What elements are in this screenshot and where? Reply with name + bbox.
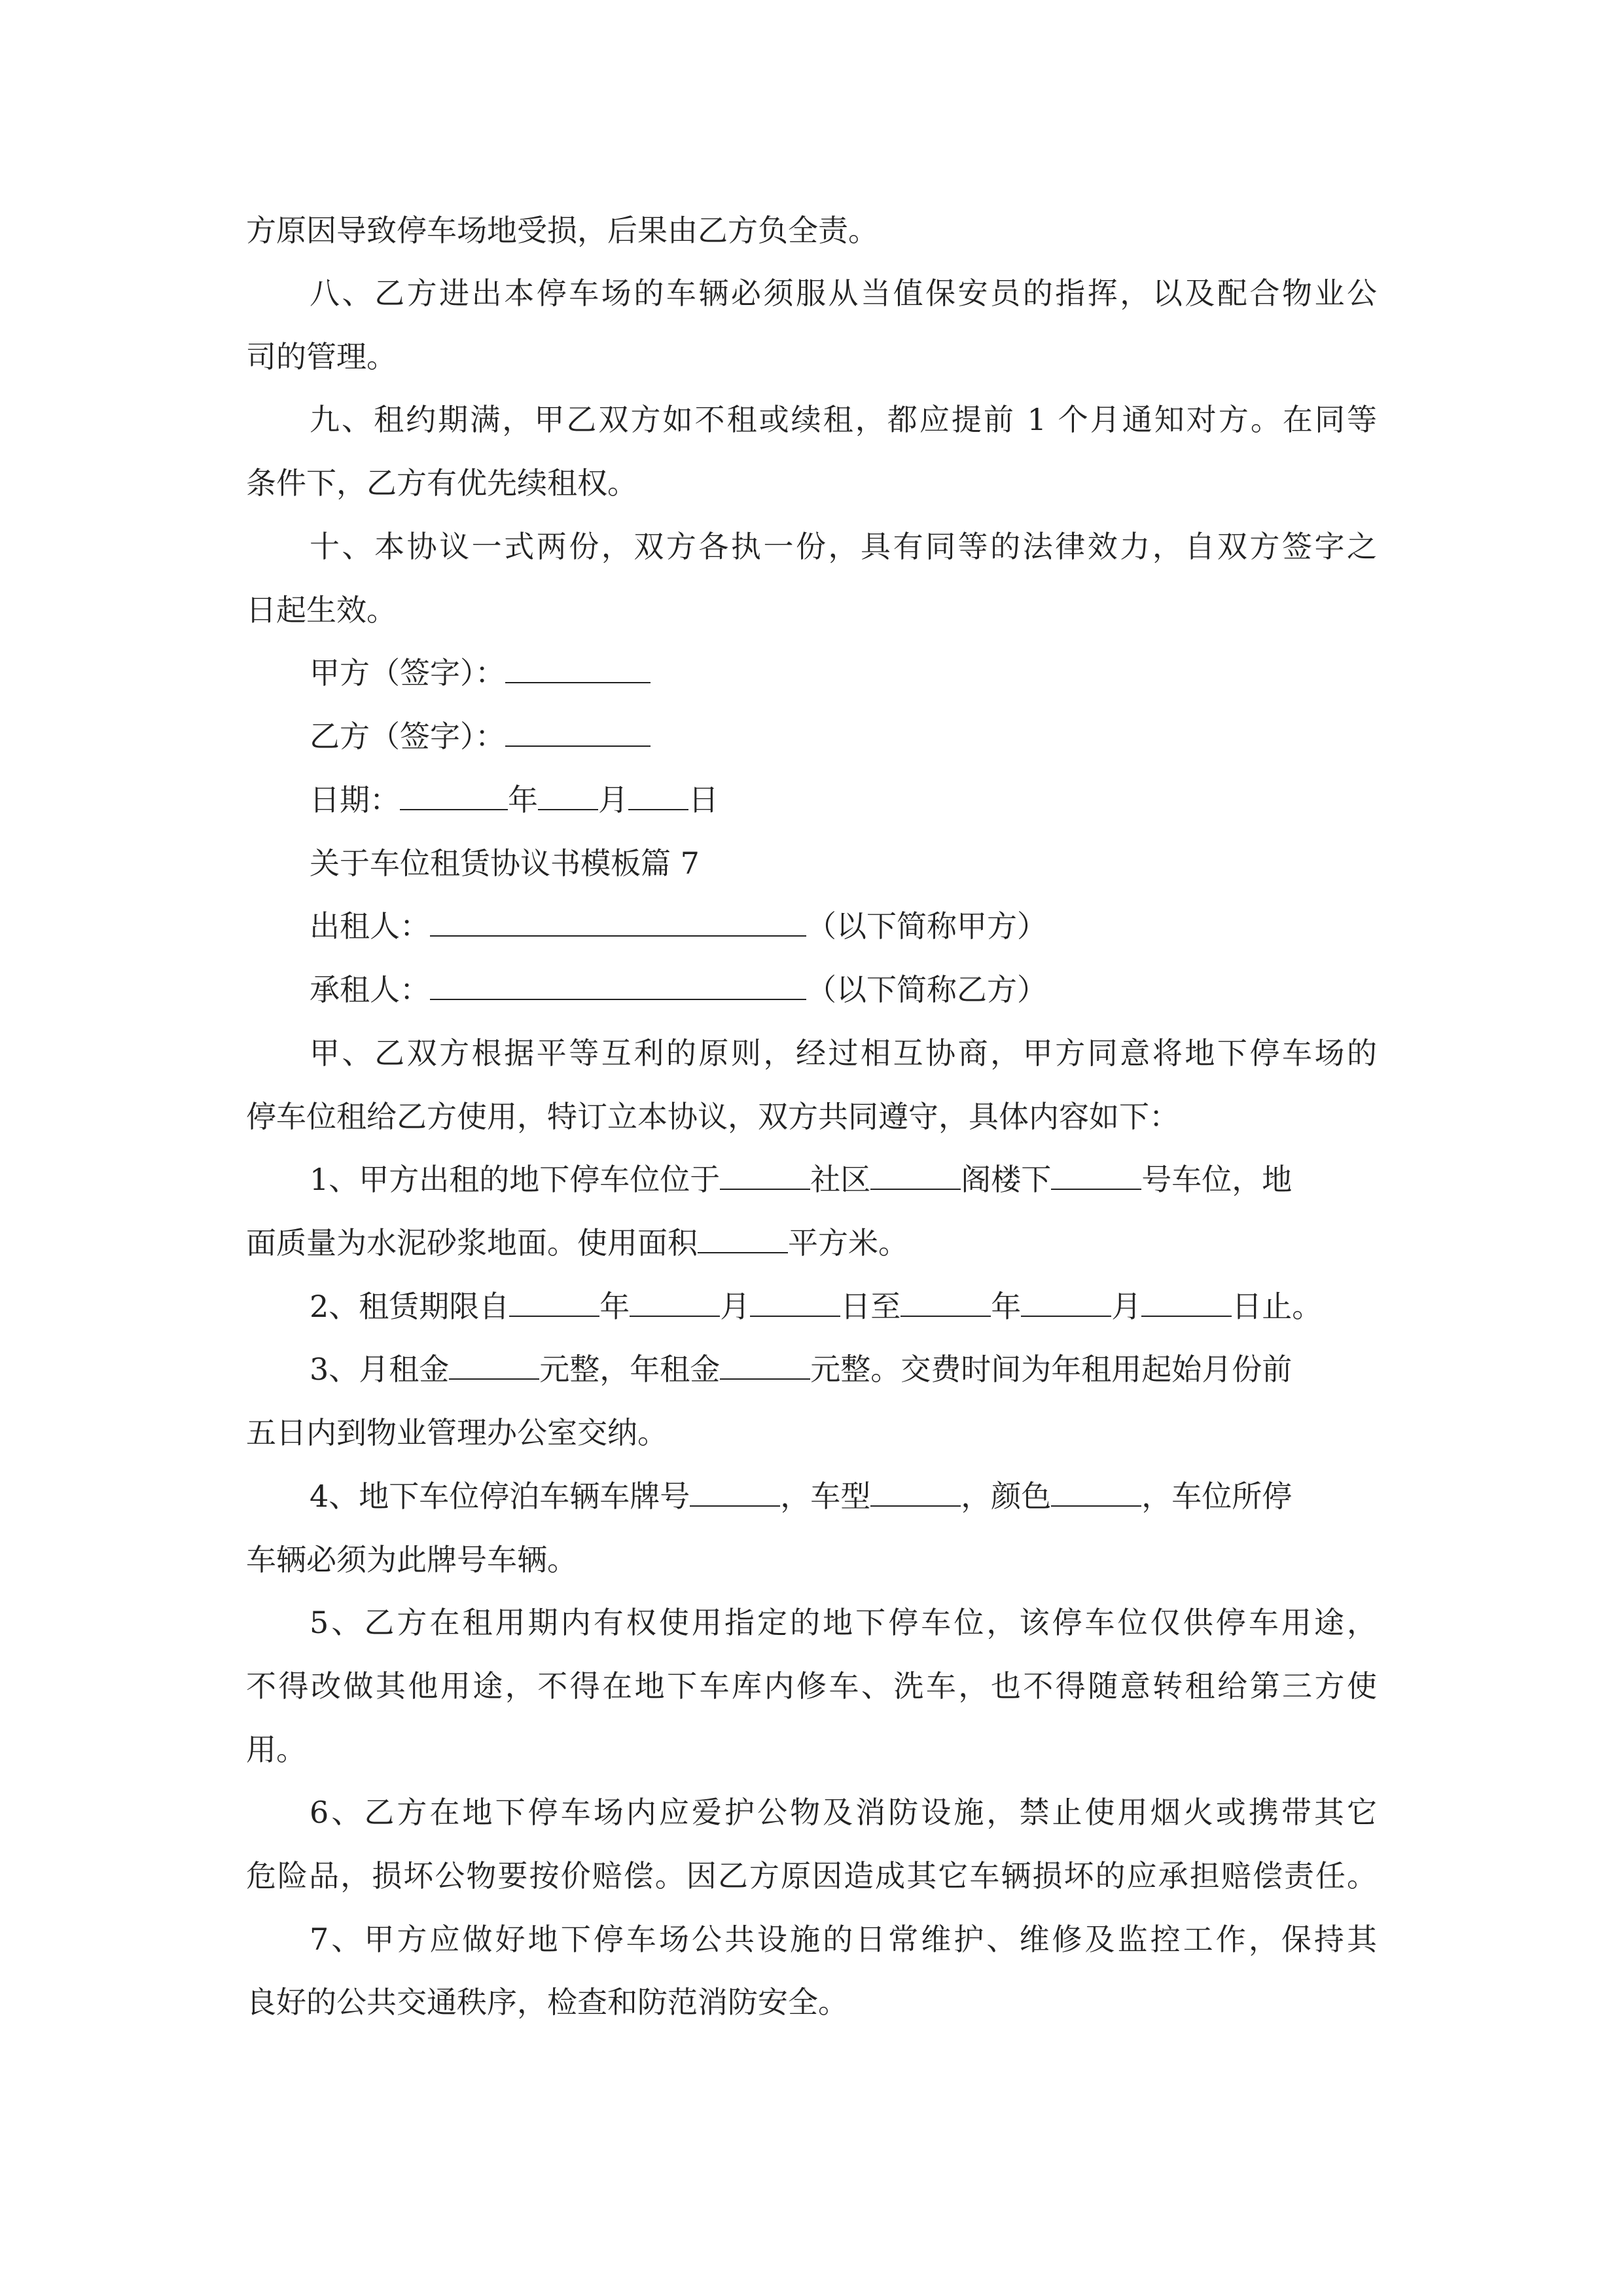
space-number-blank	[1051, 1160, 1141, 1190]
item-4-color-label: ，颜色	[961, 1479, 1052, 1514]
item-7-line-1: 7、甲方应做好地下停车场公共设施的日常维护、维修及监控工作，保持其	[310, 1922, 1377, 1957]
item-5-line-1: 5、乙方在租用期内有权使用指定的地下停车位，该停车位仅供停车用途，	[310, 1605, 1377, 1640]
item-1-line-1	[310, 1160, 1292, 1199]
item-2-year-2: 年	[991, 1289, 1022, 1324]
item-3-line-1	[310, 1350, 1292, 1389]
item-7-line-2: 良好的公共交通秩序，检查和防范消防安全。	[246, 1984, 848, 2020]
lessor-note: （以下简称甲方）	[806, 908, 1047, 944]
party-b-signature-label: 乙方（签字）：	[310, 719, 505, 754]
item-5-line-3: 用。	[246, 1732, 306, 1767]
section-title: 关于车位租赁协议书模板篇 7	[310, 846, 700, 881]
start-day-blank	[750, 1287, 840, 1317]
party-a-signature-line	[310, 653, 651, 692]
item-4-model-label: ，车型	[780, 1479, 871, 1514]
lessee-name-blank	[430, 970, 806, 1000]
lessee-note: （以下简称乙方）	[806, 972, 1047, 1007]
item-1-community: 社区	[810, 1162, 871, 1197]
item-2-prefix: 2、租赁期限自	[310, 1289, 510, 1324]
date-day-label: 日	[688, 782, 719, 817]
item-4-line-2: 车辆必须为此牌号车辆。	[246, 1542, 577, 1577]
clause-9-line-1: 九、租约期满，甲乙双方如不租或续租，都应提前 1 个月通知对方。在同等	[310, 402, 1377, 437]
party-a-signature-blank	[505, 653, 651, 683]
plate-number-blank	[690, 1477, 780, 1507]
area-blank	[698, 1223, 788, 1253]
lessor-label: 出租人：	[310, 908, 430, 944]
item-4-prefix: 4、地下车位停泊车辆车牌号	[310, 1479, 690, 1514]
item-2-year: 年	[599, 1289, 630, 1324]
item-5-line-2: 不得改做其他用途，不得在地下车库内修车、洗车，也不得随意转租给第三方使	[246, 1668, 1377, 1704]
clause-10-line-2: 日起生效。	[246, 592, 397, 628]
intro-line-1: 甲、乙双方根据平等互利的原则，经过相互协商，甲方同意将地下停车场的	[310, 1035, 1377, 1071]
date-year-blank	[400, 780, 508, 810]
clause-9-line-2: 条件下，乙方有优先续租权。	[246, 465, 637, 501]
lessee-line	[310, 970, 1047, 1009]
item-6-line-2: 危险品，损坏公物要按价赔偿。因乙方原因造成其它车辆损坏的应承担赔偿责任。	[246, 1858, 1377, 1893]
item-4-suffix: ，车位所停	[1141, 1479, 1293, 1514]
date-month-label: 月	[598, 782, 628, 817]
date-line	[310, 780, 719, 819]
paragraph-line: 方原因导致停车场地受损，后果由乙方负全责。	[246, 213, 878, 248]
item-2-month: 月	[720, 1289, 751, 1324]
clause-10-line-1: 十、本协议一式两份，双方各执一份，具有同等的法律效力，自双方签字之	[310, 529, 1377, 564]
lessor-name-blank	[430, 906, 806, 937]
item-4-line-1	[310, 1477, 1292, 1516]
item-3-prefix: 3、月租金	[310, 1352, 450, 1387]
monthly-rent-blank	[449, 1350, 539, 1380]
car-model-blank	[870, 1477, 961, 1507]
party-a-signature-label: 甲方（签字）：	[310, 655, 505, 691]
item-6-line-1: 6、乙方在地下停车场内应爱护公物及消防设施，禁止使用烟火或携带其它	[310, 1795, 1377, 1830]
date-label: 日期：	[310, 782, 400, 817]
item-3-suffix: 元整。交费时间为年租用起始月份前	[810, 1352, 1293, 1387]
building-blank	[870, 1160, 961, 1190]
car-color-blank	[1051, 1477, 1141, 1507]
date-year-label: 年	[508, 782, 538, 817]
item-2-day-end: 日止。	[1232, 1289, 1323, 1324]
start-year-blank	[509, 1287, 599, 1317]
item-1-area-suffix: 平方米。	[788, 1225, 908, 1261]
item-3-mid: 元整，年租金	[539, 1352, 721, 1387]
annual-rent-blank	[720, 1350, 810, 1380]
item-1-building: 阁楼下	[961, 1162, 1052, 1197]
item-1-prefix: 1、甲方出租的地下停车位位于	[310, 1162, 721, 1197]
item-1-area-prefix: 面质量为水泥砂浆地面。使用面积	[246, 1225, 698, 1261]
clause-8-line-2: 司的管理。	[246, 339, 397, 374]
item-1-line-2	[246, 1223, 908, 1263]
item-2-line	[310, 1287, 1322, 1326]
date-day-blank	[628, 780, 688, 810]
lessee-label: 承租人：	[310, 972, 430, 1007]
date-month-blank	[538, 780, 598, 810]
party-b-signature-line	[310, 717, 651, 756]
item-2-day-to: 日至	[840, 1289, 901, 1324]
party-b-signature-blank	[505, 717, 651, 747]
item-1-space: 号车位，地	[1141, 1162, 1293, 1197]
clause-8-line-1: 八、乙方进出本停车场的车辆必须服从当值保安员的指挥，以及配合物业公	[310, 276, 1377, 311]
intro-line-2: 停车位租给乙方使用，特订立本协议，双方共同遵守，具体内容如下：	[246, 1099, 1179, 1134]
lessor-line	[310, 906, 1047, 946]
item-2-month-2: 月	[1111, 1289, 1142, 1324]
end-day-blank	[1141, 1287, 1232, 1317]
start-month-blank	[630, 1287, 720, 1317]
item-3-line-2: 五日内到物业管理办公室交纳。	[246, 1415, 668, 1450]
community-blank	[720, 1160, 810, 1190]
end-year-blank	[901, 1287, 991, 1317]
end-month-blank	[1021, 1287, 1111, 1317]
